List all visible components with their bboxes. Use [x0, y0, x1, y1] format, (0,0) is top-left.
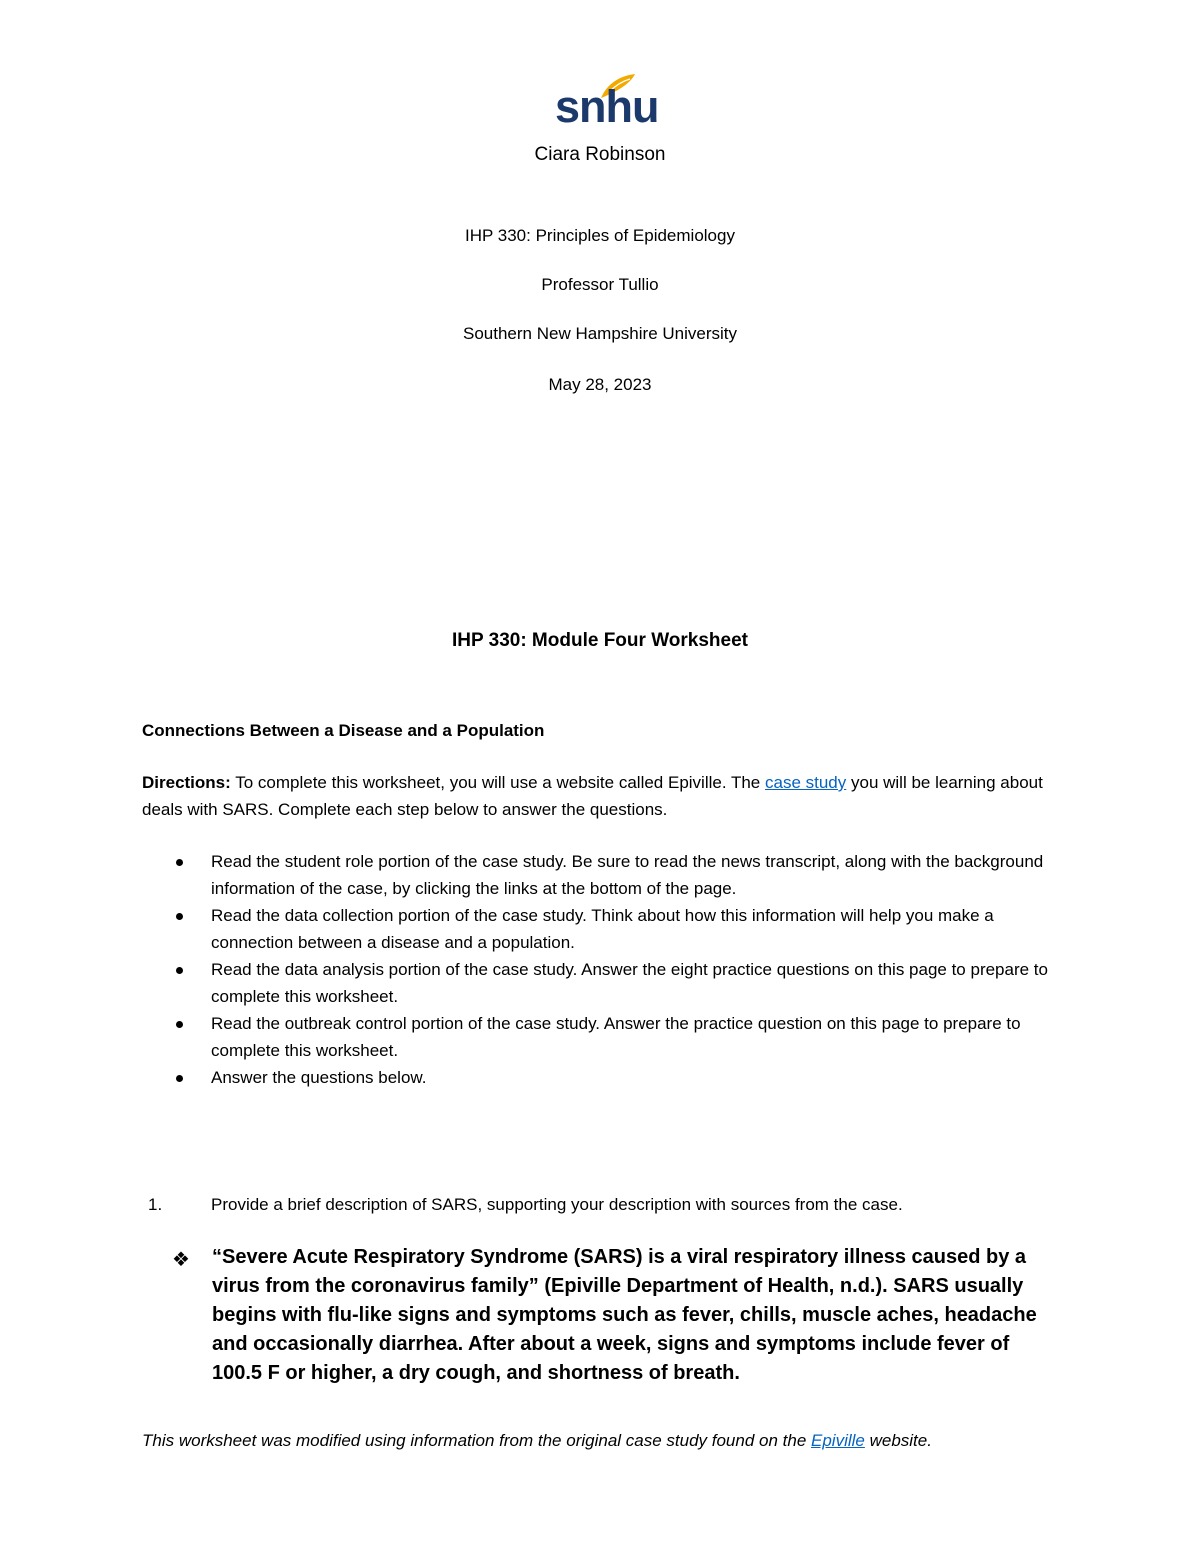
- list-item: [142, 956, 1062, 1010]
- course-name: IHP 330: Principles of Epidemiology: [465, 226, 735, 245]
- bullet-icon: [176, 859, 183, 866]
- list-item: [142, 848, 1062, 902]
- question-number: 1.: [148, 1195, 163, 1214]
- list-item-text: Read the student role portion of the case study. Be sure to read the news transcript, along with the background information of the case, by clicking the links at the bottom of the page.: [211, 852, 1044, 898]
- diamond-bullet-icon: ❖: [172, 1249, 190, 1271]
- worksheet-title: IHP 330: Module Four Worksheet: [452, 630, 748, 651]
- instructions-list: [142, 848, 1062, 1091]
- list-item-text: Read the data collection portion of the case study. Think about how this information will help you make a connection between a disease and a population.: [211, 906, 994, 952]
- list-item-text: Read the outbreak control portion of the case study. Answer the practice question on this page to prepare to complete this worksheet.: [211, 1014, 1021, 1060]
- bullet-icon: [176, 913, 183, 920]
- directions-paragraph: [142, 769, 1062, 823]
- question-text: Provide a brief description of SARS, supporting your description with sources from the case.: [211, 1195, 903, 1214]
- bullet-icon: [176, 1075, 183, 1082]
- bullet-icon: [176, 1021, 183, 1028]
- snhu-logo: [555, 72, 659, 134]
- author-name: Ciara Robinson: [534, 144, 666, 165]
- footer-text-1: This worksheet was modified using information from the original case study found on the: [142, 1431, 812, 1450]
- answer-text: “Severe Acute Respiratory Syndrome (SARS) is a viral respiratory illness caused by a virus from the coronavirus family” (Epiville Department of Health, n.d.). SARS usually begins with flu-like signs and symptoms such as fever, chills, muscle aches, headache and occasionally diarrhea. After about a week, signs and symptoms include fever of 100.5 F or higher, a dry cough, and shortness of breath.: [212, 1246, 1037, 1384]
- list-item: [142, 1010, 1062, 1064]
- bullet-icon: [176, 967, 183, 974]
- section-heading: Connections Between a Disease and a Population: [142, 721, 545, 740]
- university-name: Southern New Hampshire University: [463, 324, 737, 343]
- list-item: [142, 902, 1062, 956]
- footer-note: [142, 1427, 1062, 1454]
- list-item: [142, 1064, 1062, 1091]
- snhu-wordmark: snhu: [555, 81, 659, 132]
- footer-text-2: website.: [864, 1431, 932, 1450]
- list-item-text: Answer the questions below.: [211, 1068, 427, 1087]
- directions-label: Directions:: [142, 773, 231, 792]
- submission-date: May 28, 2023: [548, 375, 652, 394]
- case-study-link[interactable]: case study: [765, 773, 847, 792]
- professor-name: Professor Tullio: [541, 275, 659, 294]
- epiville-link[interactable]: Epiville: [811, 1431, 865, 1450]
- directions-text-2: you will be learning about deals with SARS. Complete each step below to answer the questions.: [142, 773, 1043, 819]
- list-item-text: Read the data analysis portion of the case study. Answer the eight practice questions on this page to prepare to complete this worksheet.: [211, 960, 1048, 1006]
- directions-text-1: To complete this worksheet, you will use a website called Epiville. The: [230, 773, 765, 792]
